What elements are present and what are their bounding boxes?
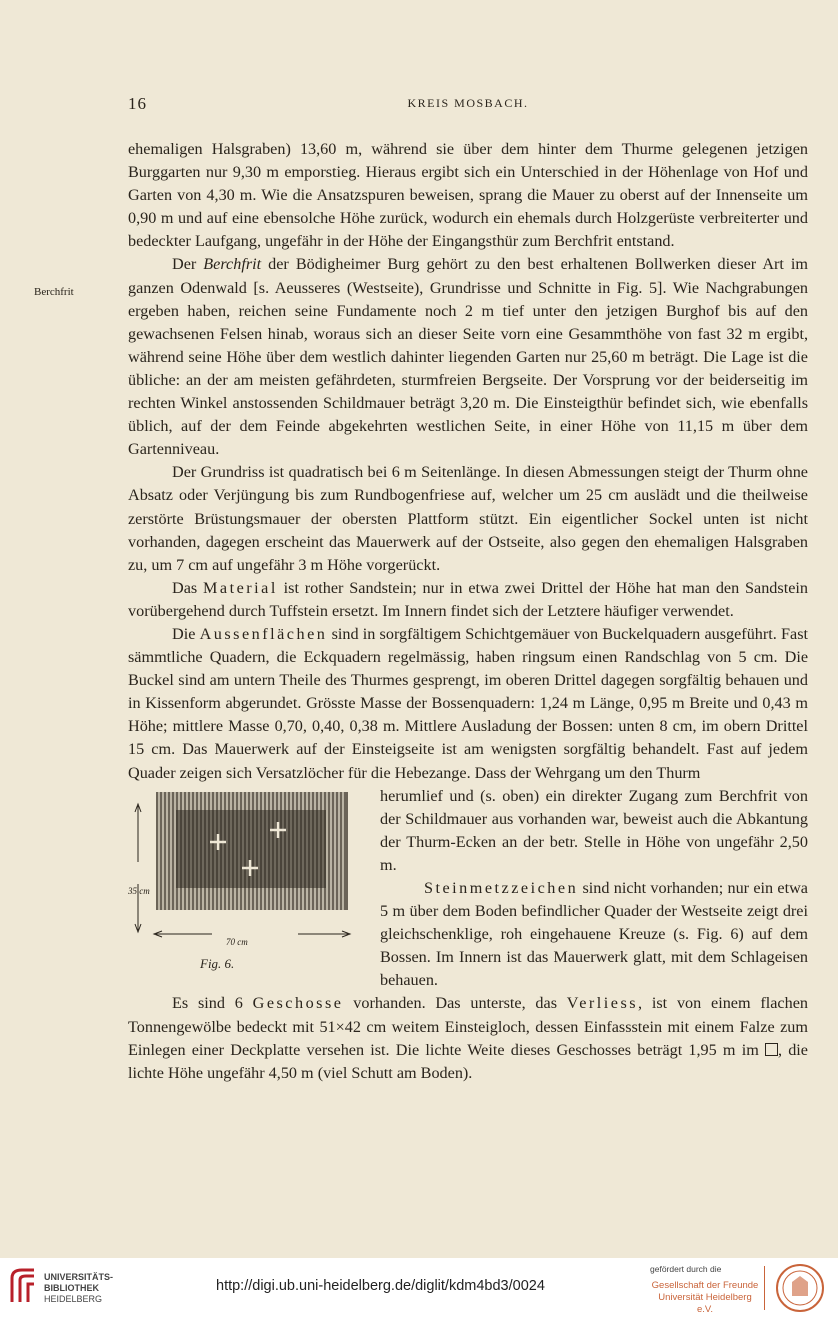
margin-note: Berchfrit: [34, 286, 74, 298]
paragraph: Es sind 6 Geschosse vorhanden. Das unterste, das Verliess, ist von einem flachen Tonnengewölbe bedeckt mit 51×42 cm weitem Einsteigloch, dessen Einfassstein mit einem Falze zum Einlegen einer Deckplatte versehen ist. Die lichte Weite dieses Geschosses beträgt 1,95 m im , die lichte Höhe ungefähr 4,50 m (viel Schutt am Boden).: [128, 994, 808, 1082]
stone-block-with-crosses-illustration: [128, 788, 364, 948]
permalink-url[interactable]: http://digi.ub.uni-heidelberg.de/diglit/kdm4bd3/0024: [216, 1278, 545, 1294]
square-symbol: [765, 1043, 778, 1056]
paragraph: herumlief und (s. oben) ein direkter Zugang zum Berchfrit von der Schildmauer aus vorhanden war, beweist auch die Abkantung der Thurm-Ecken an der betr. Stelle in Höhe von ungefähr 2,50 m.: [380, 786, 808, 874]
university-seal-icon: [772, 1262, 828, 1314]
figure-6: [128, 788, 364, 980]
paragraph: Die Aussenflächen sind in sorgfältigem Schichtgemäuer von Buckelquadern ausgeführt. Fast sämmtliche Quadern, die Eckquadern regelmässig, haben ringsum einen Randschlag von 5 cm. Die Buckel sind am untern Theile des Thurmes gesprengt, im oberen Drittel dagegen sorgfältig behauen und in Kissenform abgerundet. Grösste Masse der Bossenquadern: 1,24 m Länge, 0,95 m Breite und 0,43 m Höhe; mittlere Masse 0,70, 0,40, 0,38 m. Mittlere Ausladung der Bossen: unten 8 cm, im obern Drittel 15 cm. Das Mauerwerk auf der Einsteigseite ist am wenigsten sorgfältig behandelt. Fast auf jedem Quader zeigen sich Versatzlöcher für die Hebezange. Dass der Wehrgang um den Thurm: [128, 624, 808, 782]
paragraph: Das Material ist rother Sandstein; nur in etwa zwei Drittel der Höhe hat man den Sandstein vorübergehend durch Tuffstein ersetzt. Im Innern findet sich der Letztere häufiger verwendet.: [128, 578, 808, 620]
body-text: [128, 138, 808, 1085]
library-name: UNIVERSITÄTS- BIBLIOTHEK HEIDELBERG: [44, 1272, 114, 1304]
page-header: [128, 94, 808, 120]
figure-wrap: [128, 785, 808, 993]
footer-divider: [764, 1266, 765, 1310]
page-number: 16: [128, 94, 147, 113]
funded-by-label: gefördert durch die: [650, 1264, 722, 1274]
viewer-footer: [0, 1258, 838, 1318]
paragraph: Steinmetzzeichen sind nicht vorhanden; nur ein etwa 5 m über dem Boden befindlicher Quader der Westseite zeigt drei gleichschenklige, roh eingehauene Kreuze (s. Fig. 6) auf dem Bossen. Im Innern ist das Mauerwerk glatt, mit dem Schlageisen behauen.: [380, 879, 808, 990]
paragraph: Der Grundriss ist quadratisch bei 6 m Seitenlänge. In diesen Abmessungen steigt der Thurm ohne Absatz oder Verjüngung bis zum Rundbogenfriese auf, welcher um 25 cm auslädt und die theilweise zerstörte Brüstungsmauer der obersten Plattform stützt. Ein eigentlicher Sockel unten ist nicht vorhanden, dagegen erscheint das Mauerwerk auf der Ostseite, also gegen den ehemaligen Halsgraben zu, um 7 cm auf ungefähr 3 m Höhe vorgerückt.: [128, 463, 808, 574]
running-title: KREIS MOSBACH.: [407, 96, 529, 110]
figure-caption: Fig. 6.: [200, 955, 235, 971]
society-name[interactable]: Gesellschaft der Freunde Universität Heidelberg e.V.: [651, 1280, 759, 1315]
figure-width-label: 70 cm: [226, 936, 248, 947]
library-logo-icon[interactable]: [8, 1266, 38, 1306]
paragraph: ehemaligen Halsgraben) 13,60 m, während sie über dem hinter dem Thurme gelegenen jetzigen Burggarten nur 9,30 m emporstieg. Hieraus ergibt sich ein Unterschied in der Höhenlage von Hof und Garten von 4,30 m. Wie die Ansatzspuren beweisen, sprang die Mauer zu oberst auf der Innenseite um 0,90 m und auf eine ebensolche Höhe zurück, wodurch ein ehemals durch Holzgerüste verbreiterter und bedeckter Laufgang, ungefähr in der Höhe der Eingangsthür zum Berchfrit entstand.: [128, 140, 808, 251]
figure-height-label: 35 cm: [128, 885, 150, 896]
paragraph: Der Berchfrit der Bödigheimer Burg gehört zu den best erhaltenen Bollwerken dieser Art im ganzen Odenwald [s. Aeusseres (Westseite), Grundrisse und Schnitte in Fig. 5]. Wie Nachgrabungen ergeben haben, reichen seine Fundamente noch 2 m tief unter den jetzigen Burghof bis auf den gewachsenen Felsen hinab, woraus sich an dieser Seite vorn eine Gesammthöhe von fast 32 m ergibt, während seine Höhe über dem westlich dahinter liegenden Garten nur 25,60 m beträgt. Die Lage ist die übliche: an der am meisten gefährdeten, sturmfreien Bergseite. Der Vorsprung vor der beiderseitig im rechten Winkel anstossenden Schildmauer beträgt 3,20 m. Die Einsteigthür befindet sich, wie ebenfalls üblich, auf der dem Feinde abgekehrten westlichen Seite, in einer Höhe von 11,15 m über dem Gartenniveau.: [128, 255, 809, 459]
